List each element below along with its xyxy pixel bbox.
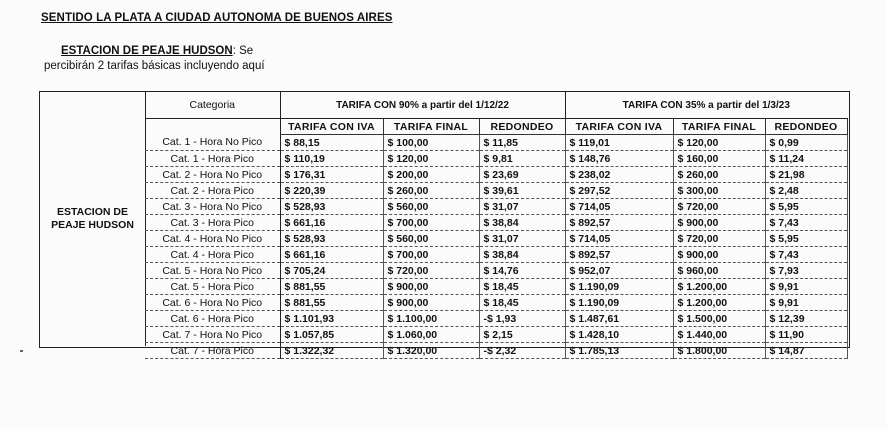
value-cell: $ 260,00: [383, 183, 479, 199]
value-cell: $ 714,05: [565, 199, 673, 215]
value-cell: $ 2,15: [479, 327, 565, 343]
category-cell: Cat. 5 - Hora Pico: [145, 279, 280, 295]
table-row: [145, 183, 847, 199]
value-cell: $ 18,45: [479, 295, 565, 311]
table-body: [145, 135, 847, 359]
value-cell: $ 5,95: [765, 199, 847, 215]
group-header-row: [145, 92, 847, 119]
value-cell: $ 528,93: [280, 231, 383, 247]
table-row: [145, 199, 847, 215]
table-row: [145, 295, 847, 311]
value-cell: $ 720,00: [673, 231, 765, 247]
value-cell: $ 720,00: [673, 199, 765, 215]
station-name: ESTACION DE PEAJE HUDSON: [61, 45, 233, 57]
value-cell: $ 31,07: [479, 199, 565, 215]
category-cell: Cat. 4 - Hora Pico: [145, 247, 280, 263]
value-cell: $ 661,16: [280, 215, 383, 231]
value-cell: $ 88,15: [280, 135, 383, 151]
value-cell: $ 11,90: [765, 327, 847, 343]
value-cell: $ 1.428,10: [565, 327, 673, 343]
group1-header: TARIFA CON 90% a partir del 1/12/22: [280, 92, 565, 119]
value-cell: $ 31,07: [479, 231, 565, 247]
category-cell: Cat. 3 - Hora Pico: [145, 215, 280, 231]
value-cell: $ 148,76: [565, 151, 673, 167]
value-cell: $ 238,02: [565, 167, 673, 183]
table-row: [145, 327, 847, 343]
value-cell: $ 1.190,09: [565, 295, 673, 311]
category-subheader: [145, 119, 280, 135]
value-cell: $ 1.190,09: [565, 279, 673, 295]
document-title: SENTIDO LA PLATA A CIUDAD AUTONOMA DE BUENOS AIRES: [41, 12, 393, 24]
value-cell: $ 9,91: [765, 279, 847, 295]
value-cell: $ 1.440,00: [673, 327, 765, 343]
value-cell: $ 892,57: [565, 215, 673, 231]
value-cell: $ 2,48: [765, 183, 847, 199]
value-cell: $ 1.500,00: [673, 311, 765, 327]
table-row: [145, 167, 847, 183]
value-cell: $ 14,87: [765, 343, 847, 359]
value-cell: $ 38,84: [479, 215, 565, 231]
value-cell: $ 881,55: [280, 279, 383, 295]
category-cell: Cat. 6 - Hora Pico: [145, 311, 280, 327]
value-cell: $ 1.200,00: [673, 279, 765, 295]
value-cell: $ 9,91: [765, 295, 847, 311]
value-cell: $ 700,00: [383, 247, 479, 263]
column-header: REDONDEO: [765, 119, 847, 135]
table-row: [145, 247, 847, 263]
value-cell: $ 881,55: [280, 295, 383, 311]
value-cell: $ 11,24: [765, 151, 847, 167]
category-cell: Cat. 7 - Hora No Pico: [145, 327, 280, 343]
column-header: TARIFA CON IVA: [565, 119, 673, 135]
value-cell: $ 120,00: [673, 135, 765, 151]
table-row: [145, 343, 847, 359]
value-cell: $ 297,52: [565, 183, 673, 199]
value-cell: $ 1.101,93: [280, 311, 383, 327]
note-text: percibirán 2 tarifas básicas incluyendo aquí: [44, 60, 265, 72]
value-cell: $ 900,00: [383, 279, 479, 295]
value-cell: $ 1.060,00: [383, 327, 479, 343]
value-cell: $ 1.057,85: [280, 327, 383, 343]
value-cell: $ 705,24: [280, 263, 383, 279]
column-header: TARIFA FINAL: [673, 119, 765, 135]
value-cell: $ 1.785,13: [565, 343, 673, 359]
value-cell: $ 119,01: [565, 135, 673, 151]
value-cell: $ 1.100,00: [383, 311, 479, 327]
value-cell: $ 952,07: [565, 263, 673, 279]
value-cell: $ 900,00: [673, 247, 765, 263]
value-cell: $ 900,00: [383, 295, 479, 311]
value-cell: $ 260,00: [673, 167, 765, 183]
station-label-line2: PEAJE HUDSON: [51, 219, 134, 231]
table-row: [145, 311, 847, 327]
column-header: REDONDEO: [479, 119, 565, 135]
value-cell: $ 200,00: [383, 167, 479, 183]
value-cell: $ 14,76: [479, 263, 565, 279]
value-cell: $ 720,00: [383, 263, 479, 279]
value-cell: $ 220,39: [280, 183, 383, 199]
table-row: [145, 263, 847, 279]
value-cell: $ 7,93: [765, 263, 847, 279]
value-cell: -$ 2,32: [479, 343, 565, 359]
table-row: [145, 279, 847, 295]
toll-table: [145, 92, 848, 359]
value-cell: $ 300,00: [673, 183, 765, 199]
group2-header: TARIFA CON 35% a partir del 1/3/23: [565, 92, 847, 119]
value-cell: $ 1.800,00: [673, 343, 765, 359]
value-cell: $ 1.320,00: [383, 343, 479, 359]
table-row: [145, 231, 847, 247]
value-cell: $ 1.322,32: [280, 343, 383, 359]
value-cell: -$ 1,93: [479, 311, 565, 327]
value-cell: $ 1.200,00: [673, 295, 765, 311]
category-cell: Cat. 3 - Hora No Pico: [145, 199, 280, 215]
category-cell: Cat. 6 - Hora No Pico: [145, 295, 280, 311]
value-cell: $ 1.487,61: [565, 311, 673, 327]
table-row: [145, 135, 847, 151]
value-cell: $ 39,61: [479, 183, 565, 199]
table-row: [145, 151, 847, 167]
value-cell: $ 960,00: [673, 263, 765, 279]
station-label-line1: ESTACION DE: [57, 206, 128, 218]
column-header-row: [145, 119, 847, 135]
value-cell: $ 0,99: [765, 135, 847, 151]
value-cell: $ 23,69: [479, 167, 565, 183]
value-cell: $ 700,00: [383, 215, 479, 231]
value-cell: $ 661,16: [280, 247, 383, 263]
value-cell: $ 110,19: [280, 151, 383, 167]
category-cell: Cat. 1 - Hora Pico: [145, 151, 280, 167]
value-cell: $ 120,00: [383, 151, 479, 167]
station-suffix: : Se: [232, 45, 254, 57]
value-cell: $ 892,57: [565, 247, 673, 263]
value-cell: $ 900,00: [673, 215, 765, 231]
toll-table-frame: [39, 91, 850, 357]
category-cell: Cat. 1 - Hora No Pico: [145, 135, 280, 151]
value-cell: $ 38,84: [479, 247, 565, 263]
value-cell: $ 160,00: [673, 151, 765, 167]
value-cell: $ 560,00: [383, 231, 479, 247]
category-cell: Cat. 2 - Hora No Pico: [145, 167, 280, 183]
column-header: TARIFA CON IVA: [280, 119, 383, 135]
scan-speck: [20, 350, 23, 352]
column-header: TARIFA FINAL: [383, 119, 479, 135]
value-cell: $ 560,00: [383, 199, 479, 215]
value-cell: $ 528,93: [280, 199, 383, 215]
value-cell: $ 714,05: [565, 231, 673, 247]
category-cell: Cat. 4 - Hora No Pico: [145, 231, 280, 247]
value-cell: $ 7,43: [765, 215, 847, 231]
value-cell: $ 5,95: [765, 231, 847, 247]
value-cell: $ 11,85: [479, 135, 565, 151]
value-cell: $ 100,00: [383, 135, 479, 151]
value-cell: $ 176,31: [280, 167, 383, 183]
category-cell: Cat. 5 - Hora No Pico: [145, 263, 280, 279]
value-cell: $ 12,39: [765, 311, 847, 327]
station-line: [61, 45, 253, 57]
value-cell: $ 9,81: [479, 151, 565, 167]
category-cell: Cat. 7 - Hora Pico: [145, 343, 280, 359]
value-cell: $ 21,98: [765, 167, 847, 183]
category-header: Categoria: [145, 92, 280, 119]
value-cell: $ 7,43: [765, 247, 847, 263]
value-cell: $ 18,45: [479, 279, 565, 295]
station-label-cell: [40, 92, 146, 346]
table-row: [145, 215, 847, 231]
category-cell: Cat. 2 - Hora Pico: [145, 183, 280, 199]
